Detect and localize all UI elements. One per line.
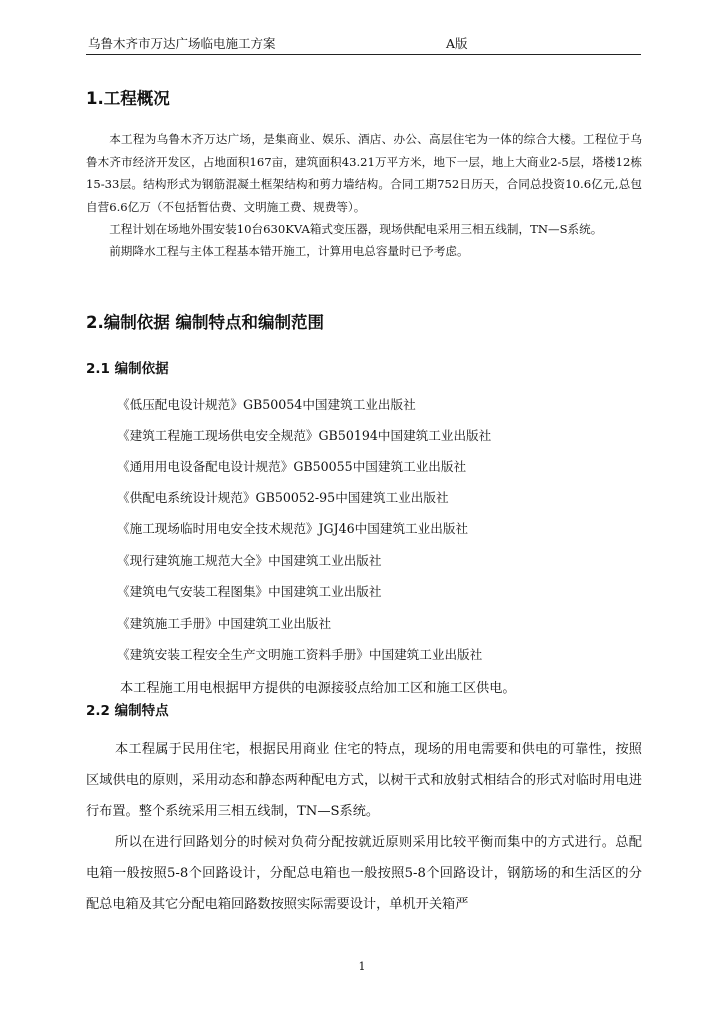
reference-item: 《建筑工程施工现场供电安全规范》GB50194中国建筑工业出版社 — [117, 428, 492, 443]
section-2-2-paragraph-1: 本工程属于民用住宅，根据民用商业 住宅的特点，现场的用电需要和供电的可靠性，按照区域供电的原则，采用动态和静态两种配电方式，以树干式和放射式相结合的形式对临时用电进行布置。整个系统采用三相五线制，TN—S系统。 — [86, 742, 642, 819]
section-2-2-paragraph-2: 所以在进行回路划分的时候对负荷分配按就近原则采用比较平衡而集中的方式进行。总配电箱一般按照5-8个回路设计，分配总电箱也一般按照5-8个回路设计，钢筋场的和生活区的分配总电箱及其它分配电箱回路数按照实际需要设计，单机开关箱严 — [86, 835, 642, 912]
reference-item: 《建筑安装工程安全生产文明施工资料手册》中国建筑工业出版社 — [117, 647, 483, 662]
reference-item: 《供配电系统设计规范》GB50052-95中国建筑工业出版社 — [117, 490, 449, 505]
reference-item: 《建筑电气安装工程图集》中国建筑工业出版社 — [117, 584, 382, 599]
reference-item: 《建筑施工手册》中国建筑工业出版社 — [117, 616, 332, 631]
header-title: 乌鲁木齐市万达广场临电施工方案 — [88, 36, 276, 51]
reference-item: 《通用用电设备配电设计规范》GB50055中国建筑工业出版社 — [117, 459, 467, 474]
reference-item: 《低压配电设计规范》GB50054中国建筑工业出版社 — [117, 397, 416, 412]
page-header — [86, 34, 641, 55]
section-1-paragraph-2: 工程计划在场地外围安装10台630KVA箱式变压器，现场供配电采用三相五线制，TN—S系统。 — [109, 222, 603, 236]
reference-item: 《施工现场临时用电安全技术规范》JGJ46中国建筑工业出版社 — [117, 521, 469, 536]
header-version: A版 — [446, 36, 468, 51]
reference-item: 《现行建筑施工规范大全》中国建筑工业出版社 — [117, 553, 382, 568]
page-number: 1 — [358, 960, 366, 973]
section-1-paragraph-3: 前期降水工程与主体工程基本错开施工，计算用电总容量时已予考虑。 — [109, 244, 469, 258]
section-1-paragraph-1: 本工程为乌鲁木齐万达广场，是集商业、娱乐、酒店、办公、高层住宅为一体的综合大楼。工程位于乌鲁木齐市经济开发区，占地面积167亩，建筑面积43.21万平方米，地下一层，地上大商业2-5层，塔楼12栋15-33层。结构形式为钢筋混凝土框架结构和剪力墙结构。合同工期752日历天，合同总投资10.6亿元,总包自营6.6亿万（不包括暂估费、文明施工费、规费等）。 — [86, 132, 642, 214]
power-source-note: 本工程施工用电根据甲方提供的电源接驳点给加工区和施工区供电。 — [120, 681, 516, 696]
section-2-heading: 2.编制依据 编制特点和编制范围 — [86, 313, 324, 332]
section-2-1-heading: 2.1 编制依据 — [86, 361, 169, 377]
section-2-2-heading: 2.2 编制特点 — [86, 703, 169, 719]
section-1-heading: 1.工程概况 — [86, 89, 170, 108]
